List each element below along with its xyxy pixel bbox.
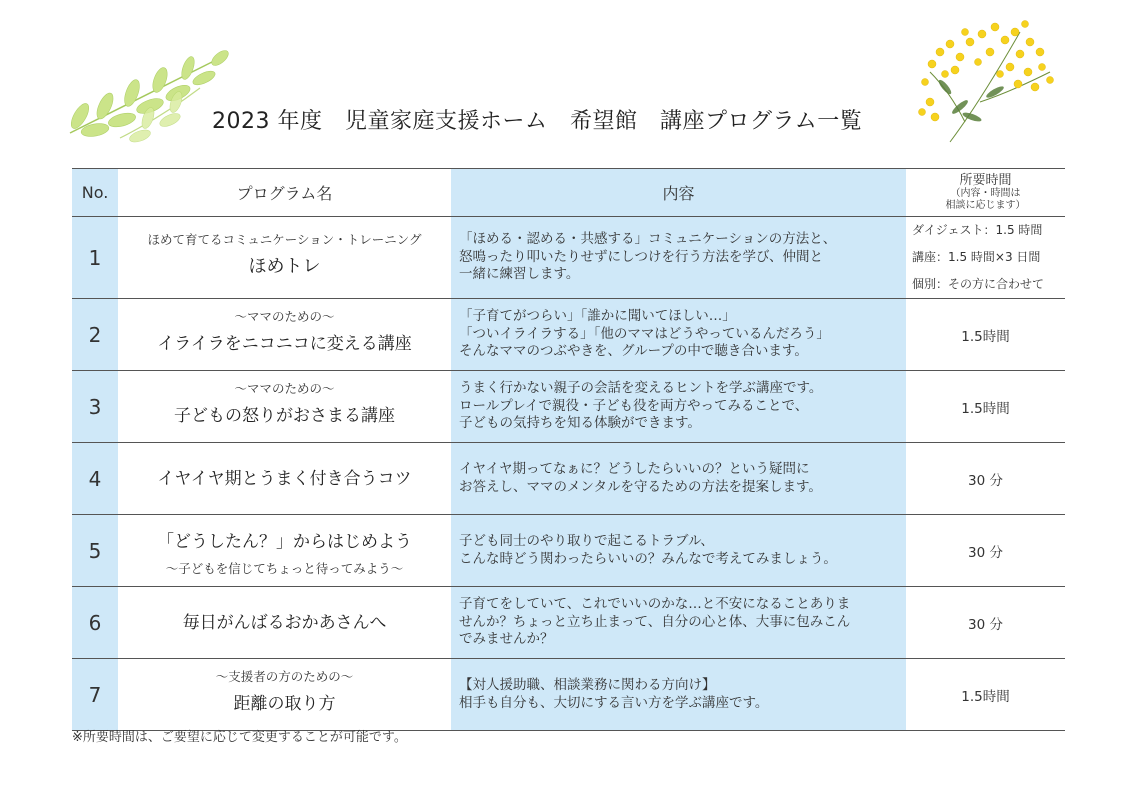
program-name: 毎日がんばるおかあさんへ <box>182 612 387 633</box>
mimosa-flower-decoration <box>910 12 1060 152</box>
program-time: 1.5時間 <box>906 299 1065 371</box>
program-name: 距離の取り方 <box>233 693 336 714</box>
table-row <box>72 299 1065 371</box>
table-row <box>72 443 1065 515</box>
table-row <box>72 217 1065 299</box>
program-description <box>451 299 906 371</box>
program-time <box>906 217 1065 299</box>
description-line: 「ほめる・認める・共感する」コミュニケーションの方法と、 <box>459 231 837 248</box>
header-time-note-2: 相談に応じます） <box>945 200 1026 211</box>
program-time: 1.5時間 <box>906 371 1065 443</box>
program-time: 30 分 <box>906 515 1065 587</box>
description-line: こんな時どう関わったらいいの？みんなで考えてみましょう。 <box>459 550 837 567</box>
row-number: 3 <box>72 371 118 443</box>
description-line: 「ついイライラする」「他のママはどうやっているんだろう」 <box>459 325 830 342</box>
program-name-cell <box>118 299 451 371</box>
program-name-cell <box>118 217 451 299</box>
table-row <box>72 587 1065 659</box>
description-line: ロールプレイで親役・子ども役を両方やってみることで、 <box>459 397 809 414</box>
description-line: 一緒に練習します。 <box>459 266 580 283</box>
header-time <box>906 169 1065 217</box>
row-number: 2 <box>72 299 118 371</box>
header-content: 内容 <box>451 169 906 217</box>
description-line: そんなママのつぶやきを、グループの中で聴き合います。 <box>459 343 808 360</box>
program-name-cell <box>118 371 451 443</box>
description-line: 子どもの気持ちを知る体験ができます。 <box>459 415 701 432</box>
program-name: イライラをニコニコに変える講座 <box>157 333 412 354</box>
table-row <box>72 371 1065 443</box>
table-row <box>72 515 1065 587</box>
row-number: 4 <box>72 443 118 515</box>
time-line: 講座：1.5 時間×3 日間 <box>912 250 1041 264</box>
header-no: No. <box>72 169 118 217</box>
program-table <box>72 168 1065 731</box>
description-line: 【対人援助職、相談業務に関わる方向け】 <box>459 677 716 693</box>
program-subtitle: ～ママのための～ <box>234 308 335 324</box>
description-line: 「子育てがつらい」「誰かに聞いてほしい…」 <box>459 308 736 325</box>
program-subtitle: ～ママのための～ <box>234 380 335 396</box>
page-title: 2023 年度 児童家庭支援ホーム 希望館 講座プログラム一覧 <box>212 109 863 134</box>
program-description <box>451 443 906 515</box>
program-time: 30 分 <box>906 587 1065 659</box>
program-description <box>451 217 906 299</box>
row-number: 1 <box>72 217 118 299</box>
description-line: お答えし、ママのメンタルを守るための方法を提案します。 <box>459 478 822 495</box>
description-line: せんか？ちょっと立ち止まって、自分の心と体、大事に包みこん <box>459 613 851 630</box>
program-name-cell <box>118 659 451 731</box>
program-name-cell <box>118 587 451 659</box>
program-description <box>451 659 906 731</box>
program-name: ほめトレ <box>248 255 321 277</box>
description-line: 怒鳴ったり叩いたりせずにしつけを行う方法を学び、仲間と <box>459 248 823 265</box>
footnote: ※所要時間は、ご要望に応じて変更することが可能です。 <box>72 730 407 745</box>
row-number: 6 <box>72 587 118 659</box>
table-row <box>72 659 1065 731</box>
description-line: 子ども同士のやり取りで起こるトラブル、 <box>459 533 714 549</box>
program-description <box>451 515 906 587</box>
header-program-name: プログラム名 <box>118 169 451 217</box>
description-line: 相手も自分も、大切にする言い方を学ぶ講座です。 <box>459 694 769 711</box>
description-line: うまく行かない親子の会話を変えるヒントを学ぶ講座です。 <box>459 380 823 397</box>
row-number: 5 <box>72 515 118 587</box>
program-name: 子どもの怒りがおさまる講座 <box>174 405 395 426</box>
time-line: 個別：その方に合わせて <box>912 277 1045 291</box>
program-time: 30 分 <box>906 443 1065 515</box>
program-name-cell <box>118 515 451 587</box>
description-line: でみませんか？ <box>459 631 554 648</box>
description-line: 子育てをしていて、これでいいのかな…と不安になることありま <box>459 596 851 613</box>
program-name-cell <box>118 443 451 515</box>
program-name: イヤイヤ期とうまく付き合うコツ <box>157 468 412 489</box>
program-description <box>451 371 906 443</box>
description-line: イヤイヤ期ってなぁに？どうしたらいいの？という疑問に <box>459 461 810 477</box>
time-line: ダイジェスト：1.5 時間 <box>912 223 1043 237</box>
program-subtitle: ほめて育てるコミュニケーション・トレーニング <box>147 231 422 247</box>
program-description <box>451 587 906 659</box>
header-time-label: 所要時間 <box>959 173 1012 188</box>
program-time: 1.5時間 <box>906 659 1065 731</box>
program-name: 「どうしたん？」からはじめよう <box>157 531 412 552</box>
table-header-row <box>72 169 1065 217</box>
header-time-note-1: （内容・時間は <box>950 188 1021 199</box>
program-subtitle: ～子どもを信じてちょっと待ってみよう～ <box>165 560 404 576</box>
row-number: 7 <box>72 659 118 731</box>
program-subtitle: ～支援者の方のための～ <box>215 668 354 684</box>
